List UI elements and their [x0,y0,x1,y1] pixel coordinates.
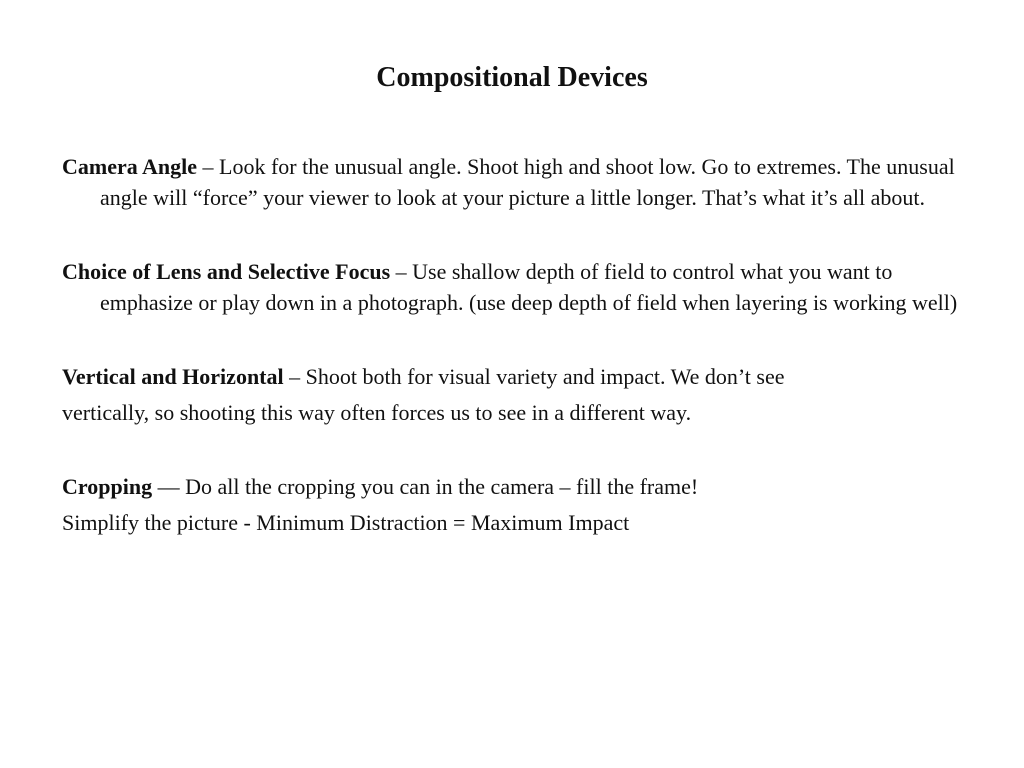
list-item-camera-angle [62,152,962,213]
list-item-vertical-horizontal [62,362,962,428]
term-lens-focus: Choice of Lens and Selective Focus [62,259,391,284]
description-cropping: Do all the cropping you can in the camera – fill the frame! [185,474,699,499]
term-cropping: Cropping [62,474,153,499]
description-vertical-horizontal: Shoot both for visual variety and impact. We don’t see [305,364,785,389]
cropping-line-1 [62,472,962,503]
cropping-line-2: Simplify the picture - Minimum Distraction = Maximum Impact [62,509,630,535]
separator: – [283,364,306,389]
separator: – [390,259,413,284]
separator: — [152,474,186,499]
description-camera-angle: Look for the unusual angle. Shoot high and shoot low. Go to extremes. The unusual angle will “force” your viewer to look at your picture a little longer. That’s what it’s all about. [100,154,955,210]
vertical-horizontal-line-1 [62,362,962,393]
vertical-horizontal-line-2: vertically, so shooting this way often forces us to see in a different way. [62,399,692,425]
list-item-lens-focus [62,257,962,318]
slide-title: Compositional Devices [376,62,648,93]
slide-body [62,152,962,538]
list-item-cropping [62,472,962,538]
separator: – [197,154,220,179]
term-camera-angle: Camera Angle [62,154,198,179]
term-vertical-horizontal: Vertical and Horizontal [62,364,284,389]
description-lens-focus: Use shallow depth of field to control what you want to emphasize or play down in a photograph. (use deep depth of field when layering is working well) [100,259,958,315]
